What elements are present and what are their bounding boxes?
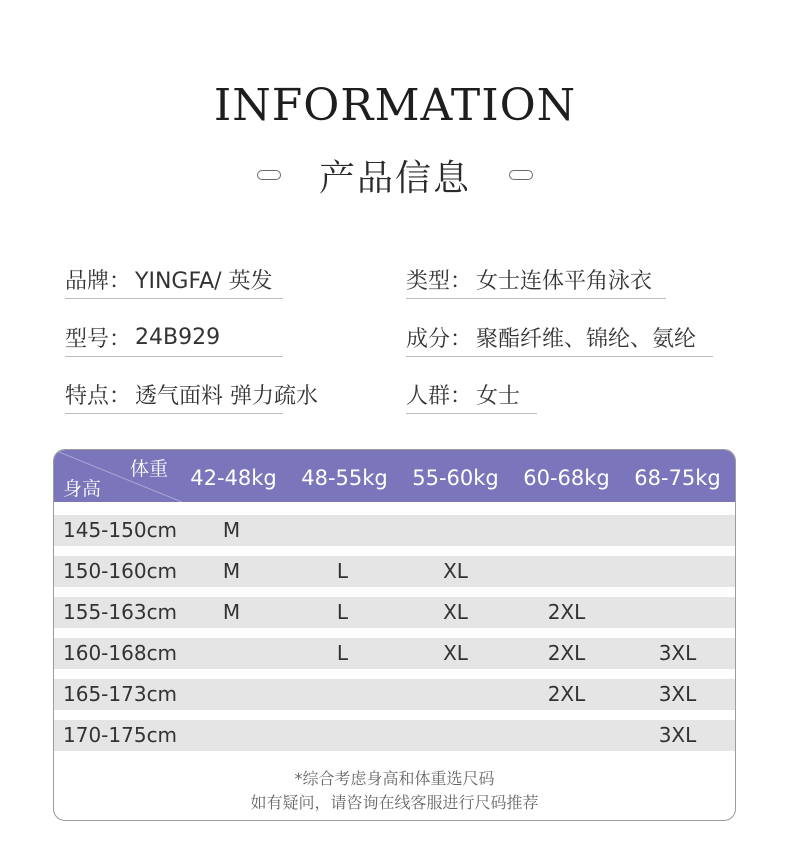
column-header: 55-60kg (412, 466, 499, 490)
row-height-cell: 145-150cm (63, 518, 178, 542)
size-note-secondary: 如有疑问，请咨询在线客服进行尺码推荐 (250, 793, 539, 812)
size-cell (511, 515, 622, 546)
column-header: 48-55kg (301, 466, 388, 490)
info-type-value: 女士连体平角泳衣 (476, 268, 653, 294)
size-cell: L (336, 641, 349, 665)
right-pill-decoration (509, 170, 533, 180)
info-audience-label: 人群： (406, 383, 473, 409)
size-cell (287, 515, 398, 546)
size-cell: L (336, 600, 349, 624)
info-feature-value: 透气面料 弹力疏水 (135, 383, 319, 409)
size-cell: M (222, 518, 241, 542)
size-note-primary: *综合考虑身高和体重选尺码 (294, 769, 495, 788)
size-cell (176, 638, 287, 669)
size-cell: XL (443, 641, 468, 665)
table-row (54, 679, 735, 710)
size-cell: L (336, 559, 349, 583)
size-cell: 2XL (547, 600, 586, 624)
info-type-label: 类型： (406, 268, 473, 294)
info-model-label: 型号： (65, 326, 132, 352)
info-model (65, 318, 283, 357)
info-brand (65, 260, 283, 299)
size-cell: XL (443, 600, 468, 624)
page-title: INFORMATION (213, 80, 577, 131)
left-pill-decoration (257, 170, 281, 180)
table-row (54, 515, 735, 546)
size-table-header (54, 450, 735, 502)
info-feature (65, 375, 319, 414)
size-cell (400, 679, 511, 710)
row-height-cell: 165-173cm (63, 682, 178, 706)
column-header: 42-48kg (190, 466, 277, 490)
info-brand-label: 品牌： (65, 268, 132, 294)
size-cell: 2XL (547, 641, 586, 665)
size-cell (511, 720, 622, 751)
size-cell (287, 679, 398, 710)
table-row (54, 720, 735, 751)
size-cell: 3XL (658, 723, 697, 747)
info-model-value: 24B929 (135, 324, 221, 350)
size-cell: M (222, 559, 241, 583)
table-row (54, 556, 735, 587)
size-table (53, 449, 736, 821)
size-cell: 3XL (658, 641, 697, 665)
table-row (54, 638, 735, 669)
corner-weight-label: 体重 (130, 458, 169, 480)
size-cell (287, 720, 398, 751)
info-audience (406, 375, 537, 414)
size-cell (400, 720, 511, 751)
info-material (406, 318, 713, 357)
size-cell (176, 679, 287, 710)
size-cell (400, 515, 511, 546)
column-header: 60-68kg (523, 466, 610, 490)
column-header: 68-75kg (634, 466, 721, 490)
info-audience-value: 女士 (476, 383, 521, 409)
page-subtitle: 产品信息 (318, 157, 471, 199)
subtitle-row (0, 150, 790, 200)
info-material-label: 成分： (406, 326, 473, 352)
row-height-cell: 150-160cm (63, 559, 178, 583)
size-cell (622, 515, 733, 546)
size-cell (511, 556, 622, 587)
size-cell (176, 720, 287, 751)
row-height-cell: 170-175cm (63, 723, 178, 747)
info-material-value: 聚酯纤维、锦纶、氨纶 (476, 326, 697, 352)
info-feature-label: 特点： (65, 383, 132, 409)
size-cell (622, 597, 733, 628)
size-cell: 3XL (658, 682, 697, 706)
size-cell: M (222, 600, 241, 624)
size-cell: 2XL (547, 682, 586, 706)
corner-height-label: 身高 (63, 478, 102, 500)
row-height-cell: 160-168cm (63, 641, 178, 665)
info-brand-value: YINGFA/ 英发 (135, 268, 273, 294)
row-height-cell: 155-163cm (63, 600, 178, 624)
info-type (406, 260, 666, 299)
table-row (54, 597, 735, 628)
size-cell (622, 556, 733, 587)
size-cell: XL (443, 559, 468, 583)
